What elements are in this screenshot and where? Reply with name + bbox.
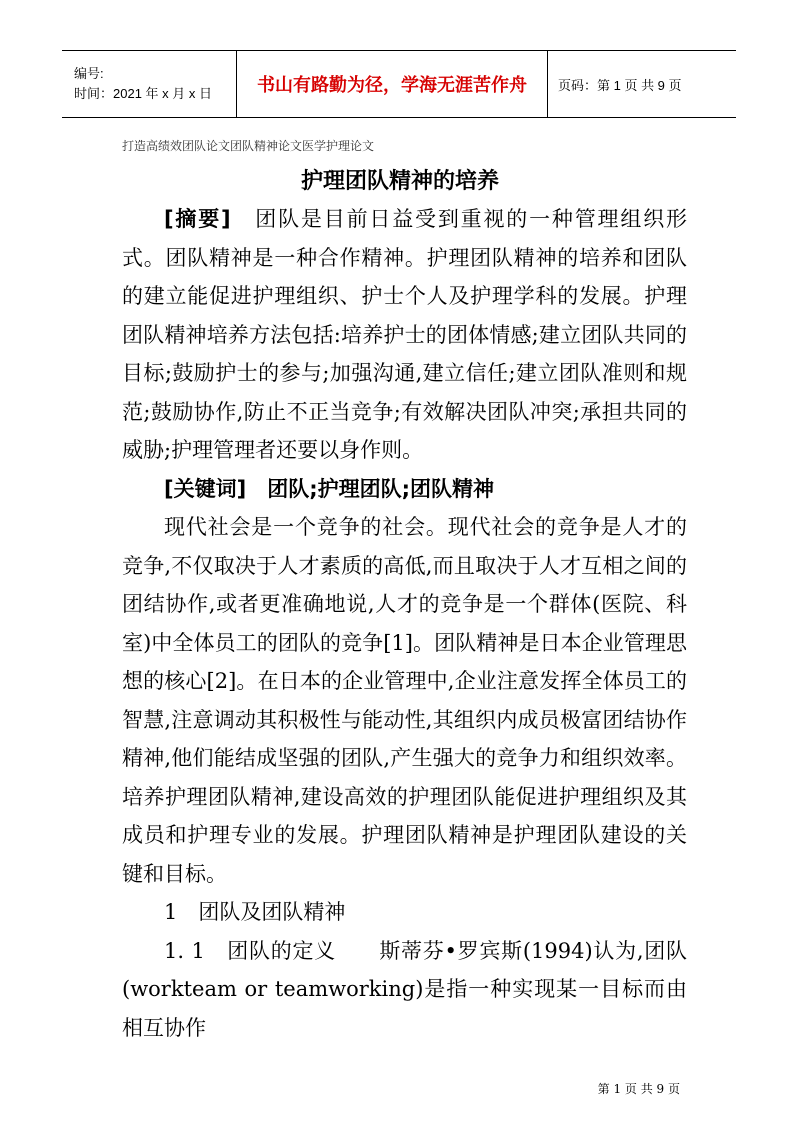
- header-meta: [62, 51, 236, 117]
- document-body: [122, 200, 687, 1047]
- page-info-text: 页码：第 1 页 共 9 页: [558, 77, 682, 93]
- motto-text: 书山有路勤为径，学海无涯苦作舟: [257, 75, 527, 96]
- header-motto: [236, 51, 548, 117]
- keywords-text: 团队;护理团队;团队精神: [267, 476, 494, 501]
- serial-label: 编号:: [74, 66, 104, 81]
- section-1-1-heading: 1. 1 团队的定义: [164, 938, 336, 963]
- page-footer: 第 1 页 共 9 页: [597, 1082, 680, 1096]
- intro-paragraph: 现代社会是一个竞争的社会。现代社会的竞争是人才的竞争,不仅取决于人才素质的高低,而且取决于人才互相之间的团结协作,或者更准确地说,人才的竞争是一个群体(医院、科室)中全体员工的团队的竞争[1]。团队精神是日本企业管理思想的核心[2]。在日本的企业管理中,企业注意发挥全体员工的智慧,注意调动其积极性与能动性,其组织内成员极富团结协作精神,他们能结成坚强的团队,产生强大的竞争力和组织效率。培养护理团队精神,建设高效的护理团队能促进护理组织及其成员和护理专业的发展。护理团队精神是护理团队建设的关键和目标。: [122, 515, 687, 886]
- abstract-label: [摘要]: [164, 207, 231, 231]
- breadcrumb: 打造高绩效团队论文团队精神论文医学护理论文: [122, 139, 375, 153]
- section-1-1-paragraph: [122, 932, 687, 1048]
- document-header: [62, 50, 736, 118]
- header-page-info: [548, 51, 736, 117]
- keywords-label: [关键词]: [164, 476, 247, 501]
- section-1-heading: 1 团队及团队精神: [164, 900, 346, 924]
- section-1-1-text: 斯蒂芬•罗宾斯(1994)认为,团队(workteam or teamworking)是指一种实现某一目标而由相互协作: [122, 938, 688, 1040]
- time-label: 时间：2021 年 x 月 x 日: [74, 86, 212, 101]
- abstract-paragraph: [122, 200, 687, 470]
- keywords-paragraph: [122, 470, 687, 509]
- abstract-text: 团队是目前日益受到重视的一种管理组织形式。团队精神是一种合作精神。护理团队精神的培养和团队的建立能促进护理组织、护士个人及护理学科的发展。护理团队精神培养方法包括:培养护士的团体情感;建立团队共同的目标;鼓励护士的参与;加强沟通,建立信任;建立团队准则和规范;鼓励协作,防止不正当竞争;有效解决团队冲突;承担共同的威胁;护理管理者还要以身作则。: [122, 207, 688, 462]
- page-title: 护理团队精神的培养: [300, 169, 499, 194]
